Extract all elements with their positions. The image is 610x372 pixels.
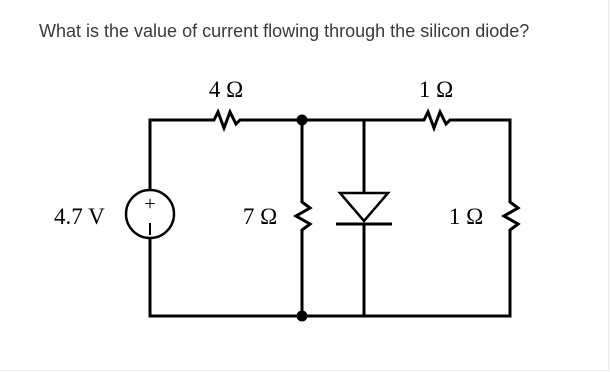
label-r-top-right: 1 Ω [418,77,454,102]
label-r-middle: 7 Ω [242,204,278,229]
diode-triangle [340,193,388,221]
node-top [297,115,308,126]
source-plus-sign: + [144,193,156,215]
label-r-right: 1 Ω [448,204,484,229]
wire-middle-branch [296,120,310,316]
wire-top-left [150,112,302,128]
wire-top-right [302,112,510,128]
label-source-voltage: 4.7 V [54,204,105,229]
question-text: What is the value of current flowing through the silicon diode? [39,21,530,41]
wire-right-branch [504,120,518,316]
node-bottom [297,311,308,322]
label-r-top-left: 4 Ω [208,77,244,102]
